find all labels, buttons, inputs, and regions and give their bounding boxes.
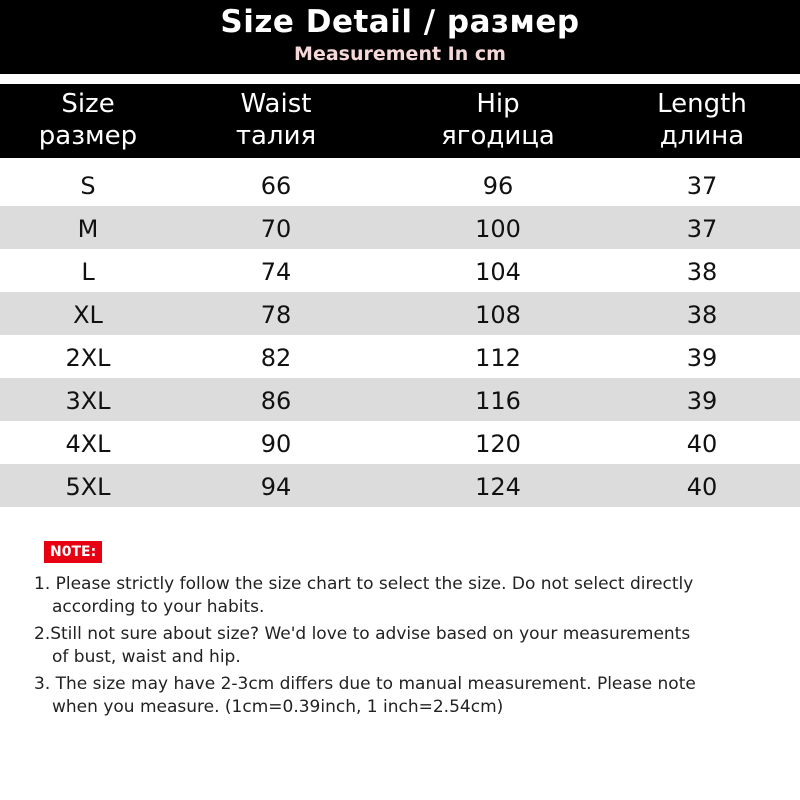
note-item: 2.Still not sure about size? We'd love to advise based on your measurements of bust, waist and hip. [34, 624, 691, 667]
table-row [0, 292, 800, 335]
waist-cell: 70 [260, 215, 292, 243]
size-cell: L [81, 258, 95, 286]
length-cell: 39 [686, 344, 718, 372]
size-cell: M [77, 215, 99, 243]
column-header-waist: Waist талия [235, 89, 317, 151]
table-row [0, 378, 800, 421]
hip-cell: 100 [475, 215, 521, 243]
size-table-body [0, 163, 800, 507]
column-header-hip: Hip ягодица [441, 89, 555, 151]
note-item: 1. Please strictly follow the size chart to select the size. Do not select directly according to your habits. [34, 574, 694, 617]
waist-cell: 74 [260, 258, 292, 286]
waist-cell: 94 [260, 473, 292, 501]
hip-cell: 112 [475, 344, 521, 372]
waist-cell: 78 [260, 301, 292, 329]
table-row [0, 249, 800, 292]
title-banner [0, 0, 800, 74]
length-cell: 37 [686, 215, 718, 243]
length-cell: 40 [686, 430, 718, 458]
length-cell: 37 [686, 172, 718, 200]
length-cell: 40 [686, 473, 718, 501]
hip-cell: 96 [482, 172, 514, 200]
table-header [0, 84, 800, 158]
table-row [0, 163, 800, 206]
note-item: 3. The size may have 2-3cm differs due to manual measurement. Please note when you measure. (1cm=0.39inch, 1 inch=2.54cm) [34, 674, 696, 717]
table-row [0, 421, 800, 464]
waist-cell: 66 [260, 172, 292, 200]
size-cell: S [80, 172, 96, 200]
hip-cell: 120 [475, 430, 521, 458]
table-row [0, 464, 800, 507]
table-row [0, 335, 800, 378]
page-subtitle: Measurement In cm [294, 43, 506, 65]
size-cell: 2XL [65, 344, 111, 372]
hip-cell: 124 [475, 473, 521, 501]
table-row [0, 206, 800, 249]
hip-cell: 108 [475, 301, 521, 329]
length-cell: 39 [686, 387, 718, 415]
length-cell: 38 [686, 258, 718, 286]
column-header-size: Size размер [38, 89, 138, 151]
size-cell: XL [73, 301, 103, 329]
page-title: Size Detail / размер [220, 4, 580, 40]
hip-cell: 116 [475, 387, 521, 415]
waist-cell: 82 [260, 344, 292, 372]
size-cell: 3XL [65, 387, 111, 415]
notes-list [34, 573, 784, 723]
note-badge: N0TE: [44, 541, 102, 563]
size-cell: 4XL [65, 430, 111, 458]
waist-cell: 86 [260, 387, 292, 415]
waist-cell: 90 [260, 430, 292, 458]
column-header-length: Length длина [657, 89, 747, 151]
length-cell: 38 [686, 301, 718, 329]
size-cell: 5XL [65, 473, 111, 501]
hip-cell: 104 [475, 258, 521, 286]
